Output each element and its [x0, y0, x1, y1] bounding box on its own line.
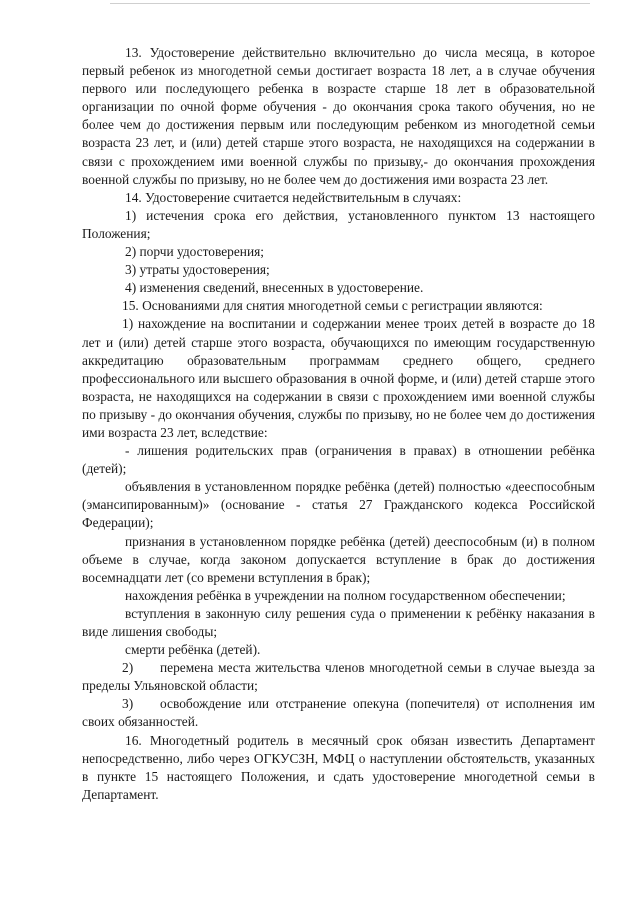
paragraph-14-item-2: 2) порчи удостоверения; — [125, 244, 265, 260]
paragraph-15-item-1c: признания в установленном порядке ребёнка (детей) дееспособным (и) в полном объеме в случае, когда законом допускается вступление в брак до достижения восемнадцати лет (со времени вступления в брак); — [82, 533, 595, 585]
item-number: 3) — [122, 696, 134, 712]
paragraph-15: 15. Основаниями для снятия многодетной семьи с регистрации являются: — [122, 298, 543, 314]
paragraph-14-item-3: 3) утраты удостоверения; — [125, 262, 270, 278]
paragraph-15-item-1b: объявления в установленном порядке ребёнка (детей) полностью «дееспособным (эмансипированным)» (основание - статья 27 Гражданского кодекса Российской Федерации); — [82, 479, 595, 531]
paragraph-14-item-4: 4) изменения сведений, внесенных в удостоверение. — [125, 280, 424, 296]
item-text: освобождение или отстранение опекуна (попечителя) от исполнения им своих обязанностей. — [82, 696, 595, 730]
paragraph-16: 16. Многодетный родитель в месячный срок обязан известить Департамент непосредственно, либо через ОГКУСЗН, МФЦ о наступлении обстоятельств, указанных в пункте 15 настоящего Положения, и сдать удостоверение многодетной семьи в Департамент. — [82, 732, 595, 802]
paragraph-15-item-1: 1) нахождение на воспитании и содержании менее троих детей в возрасте до 18 лет и (или) детей старше этого возраста, обучающихся по имеющим государственную аккредитацию образовательным программам среднего общего, среднего профессионального или высшего образования в очной форме, и (или) детей старше этого возраста, не находящихся на содержании в связи с прохождением ими военной службы по призыву - до окончания обучения, службы по призыву, но не более чем до достижения ими возраста 23 лет, вследствие: — [82, 316, 595, 440]
paragraph-15-item-1a: - лишения родительских прав (ограничения в правах) в отношении ребёнка (детей); — [82, 443, 595, 477]
paragraph-15-item-1e: вступления в законную силу решения суда о применении к ребёнку наказания в виде лишения свободы; — [82, 605, 595, 639]
item-text: перемена места жительства членов многодетной семьи в случае выезда за пределы Ульяновской области; — [82, 660, 595, 694]
paragraph-15-item-1d: нахождения ребёнка в учреждении на полном государственном обеспечении; — [125, 587, 566, 603]
paragraph-15-item-1f: смерти ребёнка (детей). — [125, 642, 261, 658]
paragraph-13: 13. Удостоверение действительно включительно до числа месяца, в которое первый ребенок из многодетной семьи достигает возраста 18 лет, а в случае обучения первого или последующего ребенка в возрасте старше 18 лет в образовательной организации по очной форме обучения - до окончания срока такого обучения, но не более чем до достижения первым или последующим ребенком из многодетной семьи возраста 23 лет, и (или) детей старше этого возраста, не находящихся на содержании в связи с прохождением ими военной службы по призыву,- до окончания прохождения военной службы по призыву, но не более чем до достижения ими возраста 23 лет. — [82, 45, 595, 187]
document-page — [82, 44, 595, 804]
paragraph-14: 14. Удостоверение считается недействительным в случаях: — [125, 189, 462, 205]
paragraph-14-item-1: 1) истечения срока его действия, установленного пунктом 13 настоящего Положения; — [82, 207, 595, 241]
paragraph-15-item-3 — [82, 695, 595, 731]
top-rule — [110, 3, 590, 4]
item-number: 2) — [122, 660, 134, 676]
paragraph-15-item-2 — [82, 659, 595, 695]
